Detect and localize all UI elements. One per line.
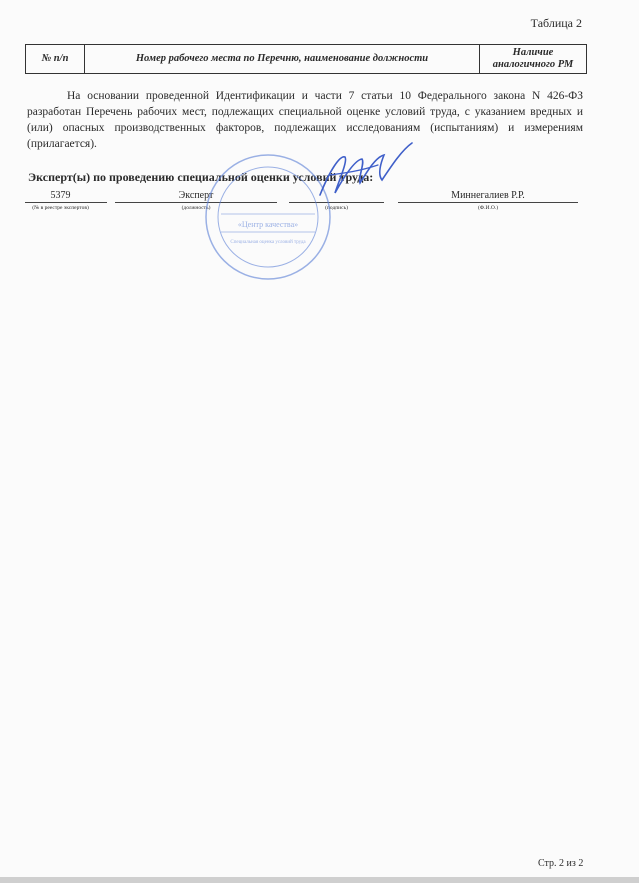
page-number: Стр. 2 из 2 — [538, 858, 584, 869]
position-value: Эксперт — [178, 190, 214, 201]
stamp-lower-text: Специальная оценка условий труда — [230, 240, 306, 245]
table-label: Таблица 2 — [530, 16, 582, 30]
registry-caption: (№ в реестре экспертов) — [32, 205, 89, 211]
position-caption: (должность) — [181, 205, 211, 211]
header-table — [25, 44, 587, 74]
scan-edge — [0, 877, 639, 883]
stamp-center-text: «Центр качества» — [237, 220, 299, 229]
signature-caption: (подпись) — [325, 205, 348, 211]
header-col-name: Номер рабочего места по Перечню, наименование должности — [85, 45, 480, 74]
expert-title: Эксперт(ы) по проведению специальной оценки условий труда: — [28, 170, 374, 184]
name-caption: (Ф.И.О.) — [477, 205, 499, 211]
identification-paragraph: На основании проведенной Идентификации и части 7 статьи 10 Федерального закона N 426-ФЗ разработан Перечень рабочих мест, подлежащих специальной оценке условий труда, с указанием вредных и (или) опасных производственных факторов, подлежащих исследованиям (испытаниям) и измерениям (прилагается). — [27, 90, 583, 150]
signature-image — [300, 135, 420, 210]
expert-name: Миннегалиев Р.Р. — [451, 190, 525, 201]
registry-number: 5379 — [50, 190, 71, 201]
header-col-num: № п/п — [26, 45, 85, 74]
header-col-analog: Наличие аналогичного РМ — [480, 45, 587, 74]
